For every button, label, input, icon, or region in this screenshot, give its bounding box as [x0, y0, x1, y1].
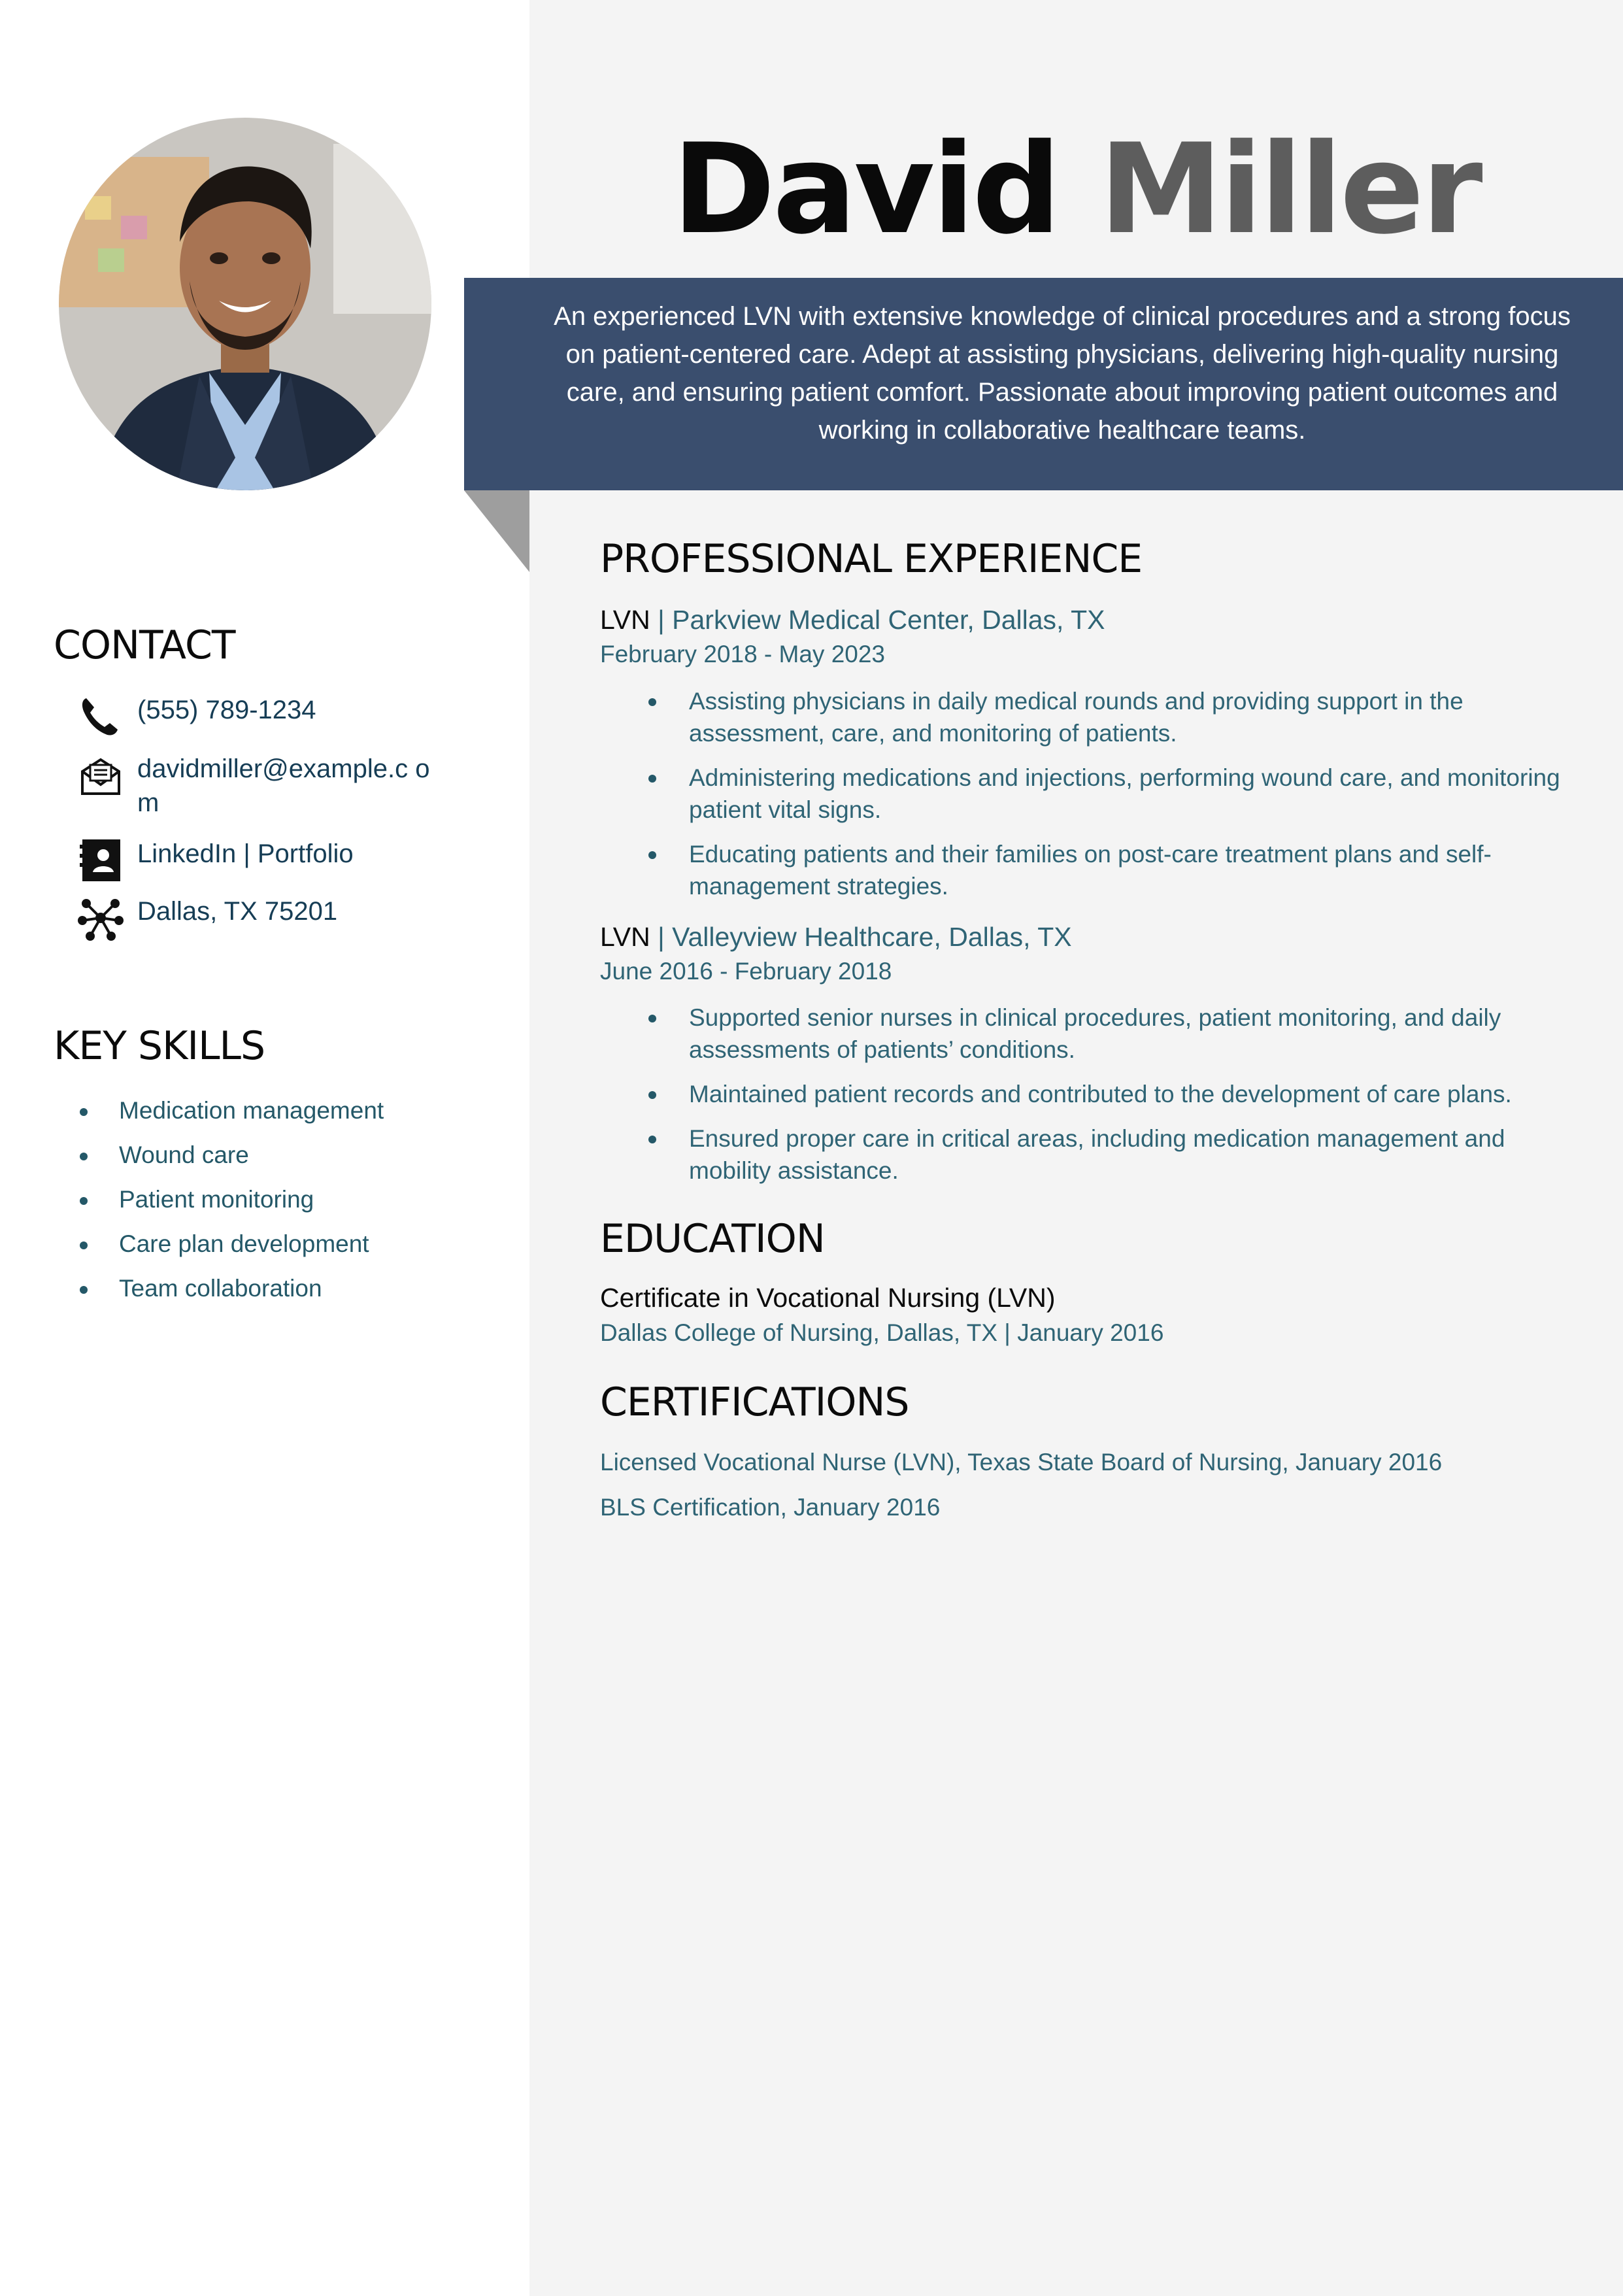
contact-email[interactable] [77, 752, 431, 820]
linkedin-portfolio: LinkedIn | Portfolio [137, 839, 354, 868]
job-role: LVN [600, 922, 650, 952]
last-name: Miller [1099, 117, 1481, 262]
contact-linkedin[interactable] [77, 837, 354, 884]
email-icon [77, 752, 124, 799]
list-item: Team collaboration [78, 1266, 384, 1311]
email-address: davidmiller@example.c om [137, 754, 430, 817]
list-item: Care plan development [78, 1222, 384, 1266]
job-role: LVN [600, 605, 650, 635]
skills-heading: KEY SKILLS [54, 1023, 265, 1069]
skills-list [78, 1089, 384, 1311]
network-icon [77, 894, 124, 941]
job-bullets-2 [647, 1002, 1575, 1199]
list-item: Administering medications and injections, performing wound care, and monitoring patient vital signs. [647, 762, 1575, 826]
list-item: Patient monitoring [78, 1177, 384, 1222]
job-separator: | [650, 922, 673, 952]
education-school: Dallas College of Nursing, Dallas, TX | January 2016 [600, 1319, 1164, 1346]
experience-heading: PROFESSIONAL EXPERIENCE [600, 536, 1143, 582]
candidate-name [529, 118, 1623, 262]
list-item: Educating patients and their families on post-care treatment plans and self-management strategies. [647, 838, 1575, 902]
contact-phone[interactable] [77, 693, 316, 740]
professional-summary: An experienced LVN with extensive knowledge of clinical procedures and a strong focus on patient-centered care. Adept at assisting physicians, delivering high-quality nursing care, and ensuring patient comfort. Passionate about improving patient outcomes and working in collaborative healthcare teams. [554, 302, 1571, 445]
list-item: Wound care [78, 1133, 384, 1177]
job-separator: | [650, 605, 673, 635]
certifications-heading: CERTIFICATIONS [600, 1379, 909, 1425]
ribbon-fold [464, 490, 529, 572]
phone-icon [77, 693, 124, 740]
certification-item: BLS Certification, January 2016 [600, 1494, 941, 1521]
job-title-1 [600, 605, 1105, 635]
contact-location[interactable] [77, 894, 337, 941]
list-item: Supported senior nurses in clinical procedures, patient monitoring, and daily assessments of patients’ conditions. [647, 1002, 1575, 1066]
job-bullets-1 [647, 685, 1575, 915]
phone-number: (555) 789-1234 [137, 696, 316, 724]
job-organization: Parkview Medical Center, Dallas, TX [672, 605, 1105, 635]
education-degree: Certificate in Vocational Nursing (LVN) [600, 1283, 1056, 1313]
location: Dallas, TX 75201 [137, 897, 338, 926]
list-item: Maintained patient records and contributed to the development of care plans. [647, 1078, 1575, 1110]
job-dates-2: June 2016 - February 2018 [600, 958, 892, 985]
job-dates-1: February 2018 - May 2023 [600, 641, 886, 667]
list-item: Medication management [78, 1089, 384, 1133]
list-item: Ensured proper care in critical areas, including medication management and mobility assistance. [647, 1123, 1575, 1187]
contact-heading: CONTACT [54, 622, 235, 668]
contact-card-icon [77, 837, 124, 884]
profile-photo [59, 118, 431, 490]
job-organization: Valleyview Healthcare, Dallas, TX [672, 922, 1072, 952]
certification-item: Licensed Vocational Nurse (LVN), Texas State Board of Nursing, January 2016 [600, 1449, 1443, 1476]
job-title-2 [600, 922, 1072, 953]
list-item: Assisting physicians in daily medical rounds and providing support in the assessment, care, and monitoring of patients. [647, 685, 1575, 749]
first-name: David [672, 117, 1059, 262]
education-heading: EDUCATION [600, 1216, 825, 1262]
